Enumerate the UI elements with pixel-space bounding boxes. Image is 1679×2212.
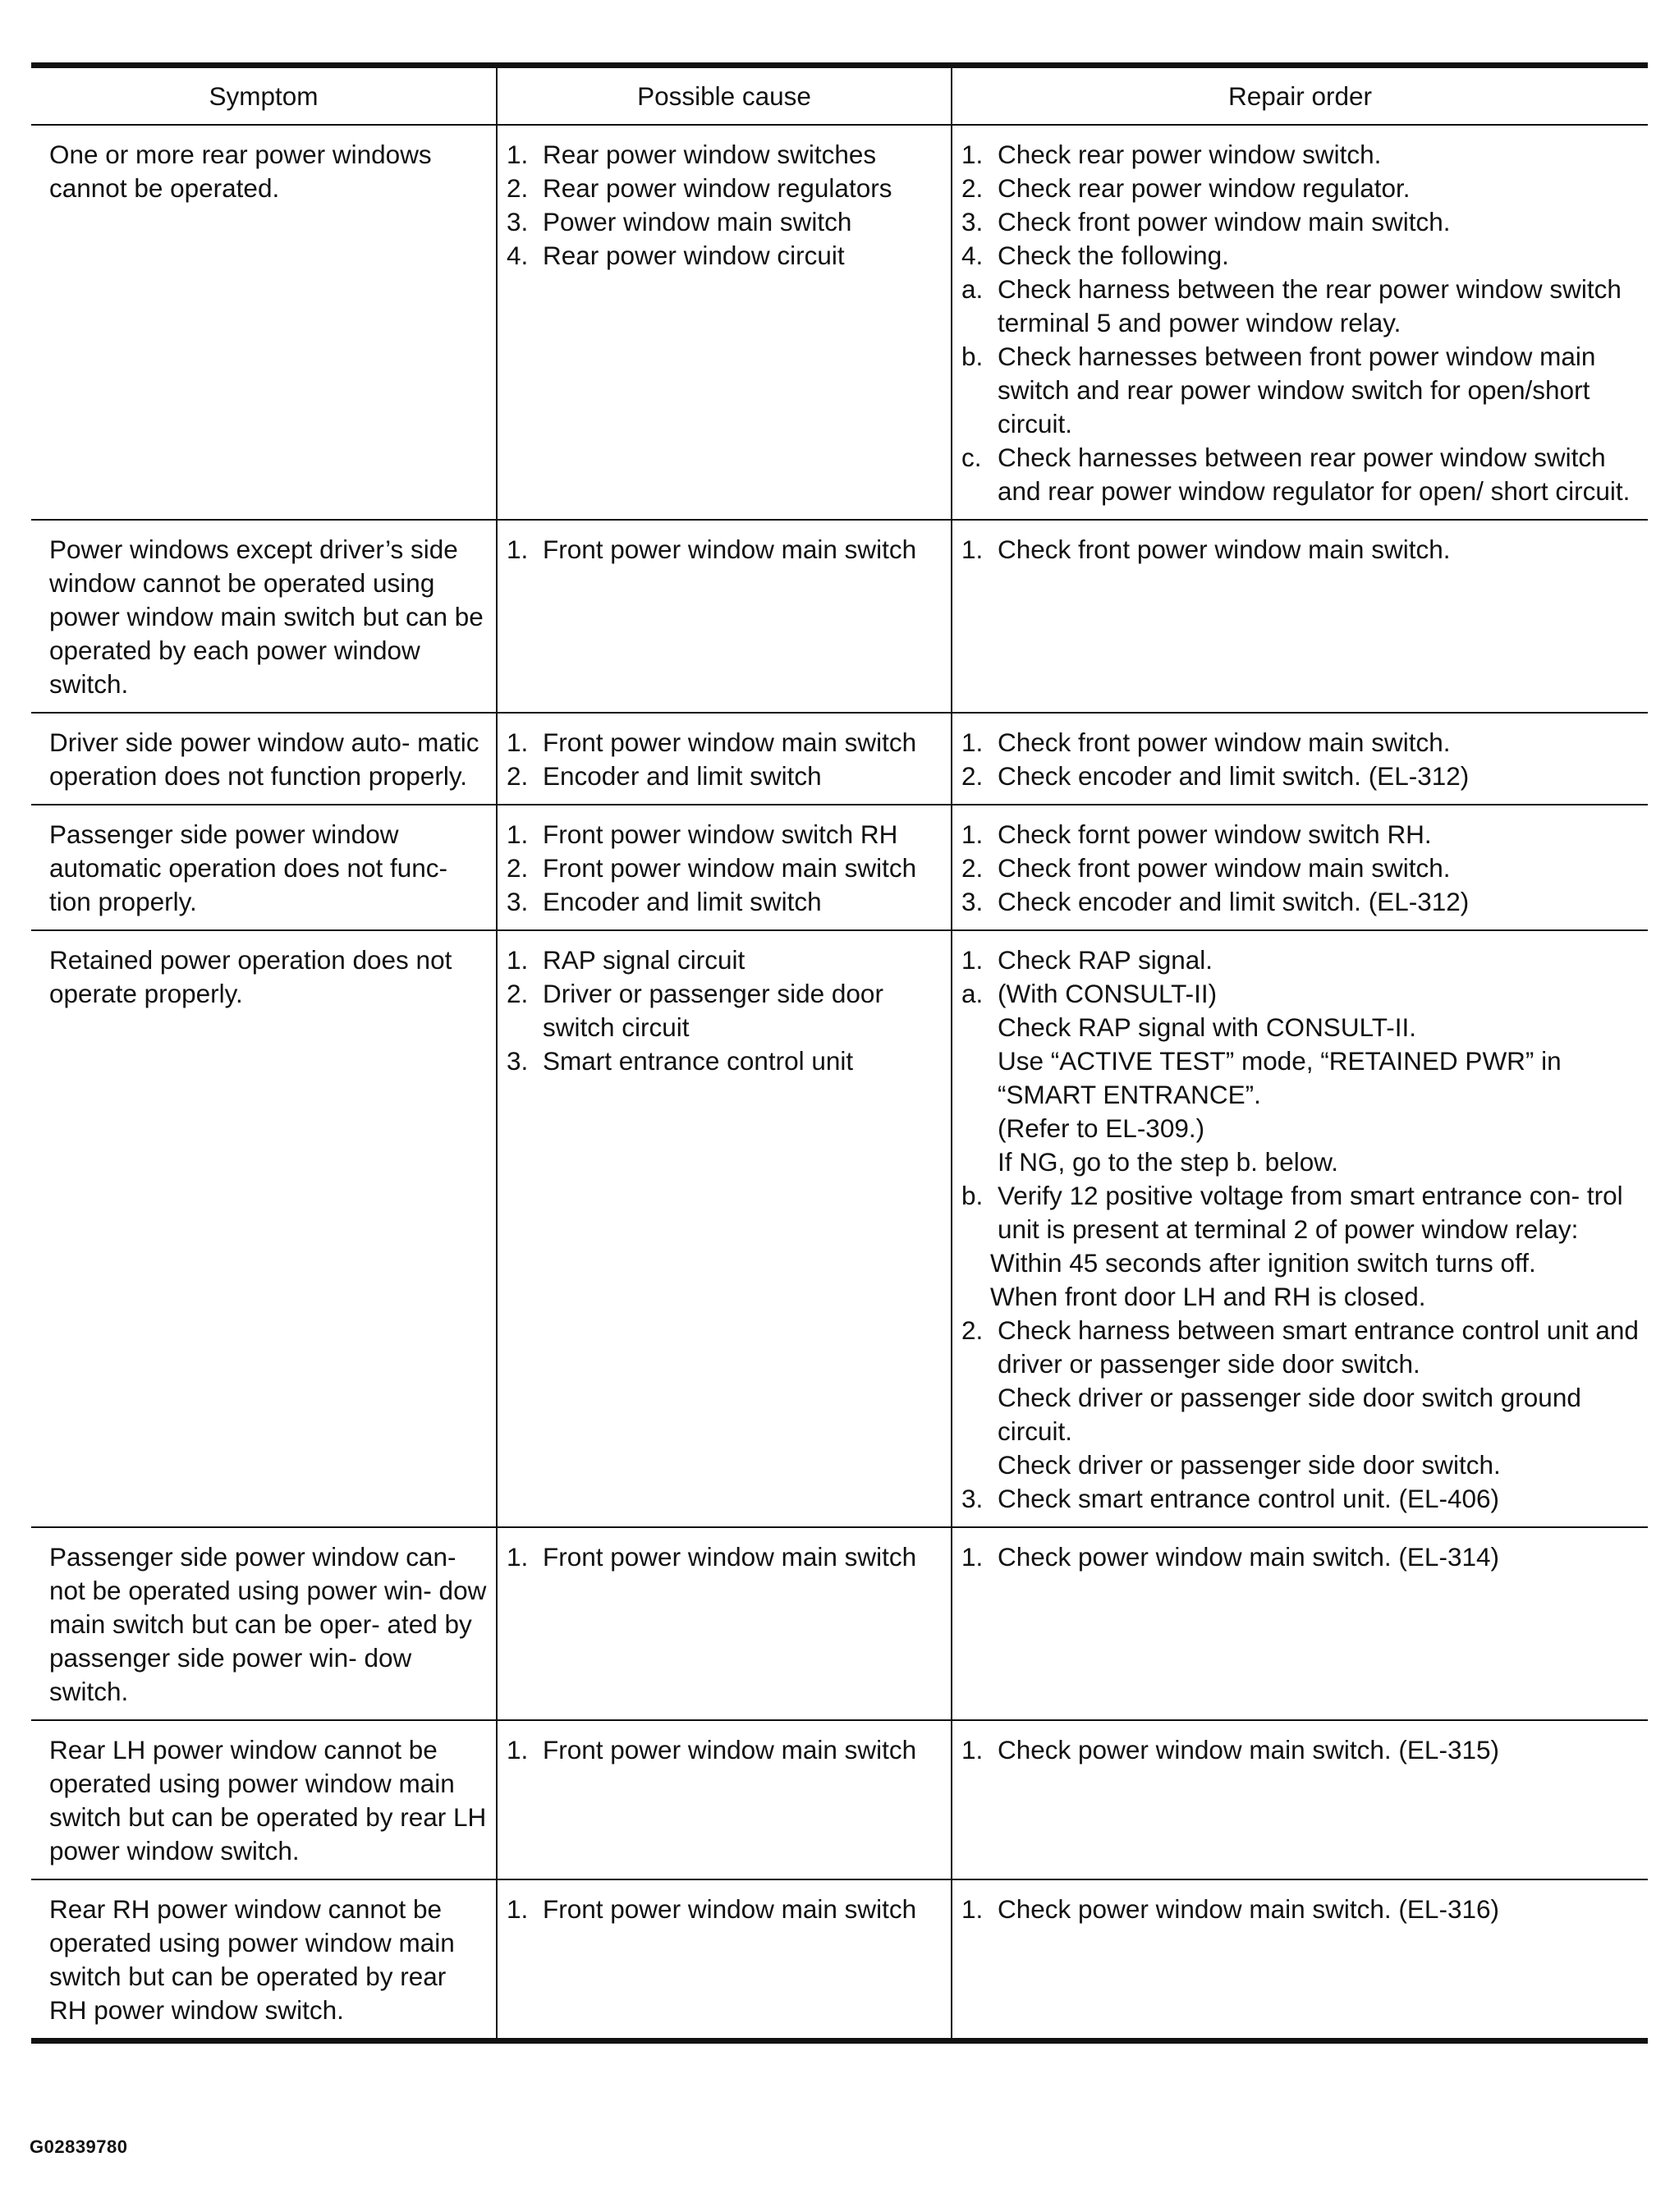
possible-cause-cell	[497, 125, 952, 520]
item-text: Front power window main switch	[543, 535, 917, 564]
symptom-cell	[31, 805, 497, 930]
item-text: Check encoder and limit switch. (EL-312)	[998, 887, 1470, 916]
item-text: Check harnesses between front power window main switch and rear power window switch for open/short circuit.	[998, 342, 1596, 438]
item-marker: 3.	[507, 1046, 529, 1076]
item-text: Check smart entrance control unit. (EL-406)	[998, 1484, 1500, 1513]
item-text: Use “ACTIVE TEST” mode, “RETAINED PWR” in “SMART ENTRANCE”.	[998, 1046, 1562, 1109]
list-item	[507, 885, 943, 919]
list-item	[507, 533, 943, 567]
repair-order-list	[961, 1540, 1640, 1574]
list-item	[961, 1246, 1640, 1280]
troubleshooting-table	[31, 62, 1648, 2044]
list-item	[961, 1112, 1640, 1145]
item-text: Check rear power window regulator.	[998, 173, 1411, 203]
item-marker: a.	[961, 274, 984, 304]
symptom-cell	[31, 713, 497, 805]
list-item	[961, 1448, 1640, 1482]
possible-cause-cell	[497, 1879, 952, 2041]
item-text: Front power window main switch	[543, 1894, 917, 1924]
item-text: Front power window main switch	[543, 1735, 917, 1765]
possible-cause-list	[507, 138, 943, 273]
header-possible-cause: Possible cause	[497, 66, 952, 126]
repair-order-cell	[952, 930, 1648, 1527]
item-text: Check front power window main switch.	[998, 853, 1451, 883]
figure-id: G02839780	[30, 2136, 128, 2157]
list-item	[961, 1733, 1640, 1767]
list-item	[507, 1893, 943, 1926]
list-item	[961, 851, 1640, 885]
symptom-text: Driver side power window auto- matic operation does not function properly.	[49, 727, 479, 791]
item-marker: 1.	[507, 1542, 529, 1572]
list-item	[961, 943, 1640, 977]
item-marker: 4.	[507, 241, 529, 270]
item-marker: b.	[961, 1181, 984, 1210]
item-marker: 1.	[507, 727, 529, 757]
item-marker: 2.	[507, 979, 529, 1008]
item-text: When front door LH and RH is closed.	[990, 1282, 1426, 1311]
symptom-text: Retained power operation does not operate properly.	[49, 945, 452, 1008]
item-text: Check rear power window switch.	[998, 140, 1382, 169]
table-row	[31, 1527, 1648, 1720]
possible-cause-list	[507, 533, 943, 567]
repair-order-list	[961, 1733, 1640, 1767]
possible-cause-list	[507, 1733, 943, 1767]
repair-order-list	[961, 726, 1640, 793]
list-item	[507, 818, 943, 851]
table-row	[31, 520, 1648, 713]
item-marker: 3.	[961, 207, 984, 236]
repair-order-cell	[952, 1527, 1648, 1720]
item-text: Power window main switch	[543, 207, 852, 236]
table-row	[31, 713, 1648, 805]
repair-order-cell	[952, 1879, 1648, 2041]
header-row	[31, 66, 1648, 126]
item-text: Check driver or passenger side door switch ground circuit.	[998, 1383, 1581, 1446]
symptom-text: Passenger side power window automatic operation does not func- tion properly.	[49, 819, 448, 916]
item-marker: 3.	[507, 207, 529, 236]
table-row	[31, 930, 1648, 1527]
table-row	[31, 1720, 1648, 1879]
list-item	[961, 885, 1640, 919]
list-item	[507, 172, 943, 205]
list-item	[507, 205, 943, 239]
item-text: Check front power window main switch.	[998, 727, 1451, 757]
list-item	[961, 1280, 1640, 1314]
list-item	[961, 1540, 1640, 1574]
list-item	[961, 1893, 1640, 1926]
item-marker: 2.	[507, 761, 529, 791]
item-text: If NG, go to the step b. below.	[998, 1147, 1338, 1177]
symptom-text: Passenger side power window can- not be operated using power win- dow main switch but can be oper- ated by passenger side power win- dow switch.	[49, 1542, 487, 1706]
list-item	[961, 273, 1640, 340]
possible-cause-list	[507, 1893, 943, 1926]
list-item	[507, 760, 943, 793]
table-row	[31, 1879, 1648, 2041]
repair-order-list	[961, 533, 1640, 567]
item-marker: 2.	[961, 761, 984, 791]
list-item	[961, 1011, 1640, 1044]
list-item	[961, 138, 1640, 172]
item-marker: 2.	[507, 853, 529, 883]
item-text: Check driver or passenger side door switch.	[998, 1450, 1501, 1480]
list-item	[961, 818, 1640, 851]
item-marker	[961, 1246, 990, 1280]
repair-order-list	[961, 1893, 1640, 1926]
header-repair-order: Repair order	[952, 66, 1648, 126]
item-marker: 1.	[507, 945, 529, 975]
list-item	[961, 239, 1640, 273]
item-marker: 1.	[961, 140, 984, 169]
repair-order-list	[961, 138, 1640, 508]
item-text: Rear power window circuit	[543, 241, 845, 270]
list-item	[507, 1540, 943, 1574]
item-marker: 1.	[507, 819, 529, 849]
possible-cause-list	[507, 818, 943, 919]
item-marker: c.	[961, 443, 982, 472]
item-text: Front power window main switch	[543, 727, 917, 757]
item-marker	[961, 1448, 998, 1482]
repair-order-cell	[952, 805, 1648, 930]
list-item	[961, 726, 1640, 760]
item-text: Rear power window switches	[543, 140, 877, 169]
list-item	[961, 533, 1640, 567]
item-marker: a.	[961, 979, 984, 1008]
item-marker: 2.	[961, 853, 984, 883]
list-item	[961, 340, 1640, 441]
item-marker: 1.	[961, 1894, 984, 1924]
repair-order-cell	[952, 520, 1648, 713]
item-text: Encoder and limit switch	[543, 887, 822, 916]
item-text: (With CONSULT-II)	[998, 979, 1218, 1008]
item-text: Front power window main switch	[543, 1542, 917, 1572]
possible-cause-list	[507, 1540, 943, 1574]
symptom-cell	[31, 1527, 497, 1720]
symptom-cell	[31, 930, 497, 1527]
item-marker: 2.	[961, 173, 984, 203]
item-marker: 3.	[961, 1484, 984, 1513]
possible-cause-cell	[497, 1527, 952, 1720]
item-marker: 2.	[507, 173, 529, 203]
header-symptom: Symptom	[31, 66, 497, 126]
possible-cause-cell	[497, 1720, 952, 1879]
item-text: Check harness between smart entrance control unit and driver or passenger side door switch.	[998, 1315, 1639, 1379]
list-item	[961, 1482, 1640, 1516]
list-item	[507, 1733, 943, 1767]
item-text: Rear power window regulators	[543, 173, 892, 203]
item-marker: b.	[961, 342, 984, 371]
item-marker: 3.	[507, 887, 529, 916]
list-item	[507, 138, 943, 172]
symptom-text: Rear RH power window cannot be operated using power window main switch but can be operated by rear RH power window switch.	[49, 1894, 455, 2025]
possible-cause-list	[507, 726, 943, 793]
list-item	[507, 943, 943, 977]
repair-order-list	[961, 818, 1640, 919]
symptom-cell	[31, 520, 497, 713]
item-marker: 1.	[961, 819, 984, 849]
item-text: Verify 12 positive voltage from smart entrance con- trol unit is present at terminal 2 of power window relay:	[998, 1181, 1623, 1244]
list-item	[961, 1314, 1640, 1381]
item-marker	[961, 1280, 990, 1314]
item-text: Check fornt power window switch RH.	[998, 819, 1432, 849]
possible-cause-cell	[497, 930, 952, 1527]
list-item	[507, 239, 943, 273]
item-text: Check encoder and limit switch. (EL-312)	[998, 761, 1470, 791]
list-item	[961, 977, 1640, 1011]
repair-order-cell	[952, 713, 1648, 805]
item-marker	[961, 1145, 998, 1179]
item-text: Within 45 seconds after ignition switch turns off.	[990, 1248, 1536, 1278]
item-marker: 1.	[961, 1735, 984, 1765]
list-item	[507, 977, 943, 1044]
item-marker: 1.	[961, 535, 984, 564]
possible-cause-cell	[497, 520, 952, 713]
item-text: Front power window main switch	[543, 853, 917, 883]
list-item	[507, 726, 943, 760]
item-text: (Refer to EL-309.)	[998, 1113, 1205, 1143]
possible-cause-list	[507, 943, 943, 1078]
table-row	[31, 805, 1648, 930]
list-item	[961, 441, 1640, 508]
repair-order-cell	[952, 1720, 1648, 1879]
list-item	[507, 851, 943, 885]
item-marker	[961, 1112, 998, 1145]
item-marker: 3.	[961, 887, 984, 916]
repair-order-cell	[952, 125, 1648, 520]
item-text: Encoder and limit switch	[543, 761, 822, 791]
item-text: Check RAP signal.	[998, 945, 1213, 975]
list-item	[961, 760, 1640, 793]
item-marker	[961, 1011, 998, 1044]
list-item	[961, 1145, 1640, 1179]
symptom-text: One or more rear power windows cannot be operated.	[49, 140, 432, 203]
item-text: Driver or passenger side door switch circuit	[543, 979, 883, 1042]
item-text: Check power window main switch. (EL-314)	[998, 1542, 1499, 1572]
item-text: Check front power window main switch.	[998, 535, 1451, 564]
symptom-cell	[31, 1879, 497, 2041]
item-marker: 1.	[507, 1735, 529, 1765]
symptom-cell	[31, 125, 497, 520]
item-text: RAP signal circuit	[543, 945, 745, 975]
item-text: Check front power window main switch.	[998, 207, 1451, 236]
item-text: Check power window main switch. (EL-315)	[998, 1735, 1499, 1765]
item-text: Smart entrance control unit	[543, 1046, 854, 1076]
list-item	[961, 1044, 1640, 1112]
item-text: Check power window main switch. (EL-316)	[998, 1894, 1499, 1924]
item-marker: 1.	[961, 1542, 984, 1572]
list-item	[961, 1179, 1640, 1246]
possible-cause-cell	[497, 805, 952, 930]
list-item	[961, 172, 1640, 205]
list-item	[507, 1044, 943, 1078]
item-text: Front power window switch RH	[543, 819, 898, 849]
symptom-text: Rear LH power window cannot be operated using power window main switch but can be operated by rear LH power window switch.	[49, 1735, 487, 1866]
repair-order-list	[961, 943, 1640, 1516]
item-text: Check the following.	[998, 241, 1229, 270]
item-marker: 1.	[961, 727, 984, 757]
item-marker	[961, 1381, 998, 1448]
table-body	[31, 125, 1648, 2041]
item-marker: 4.	[961, 241, 984, 270]
symptom-cell	[31, 1720, 497, 1879]
item-marker: 1.	[507, 140, 529, 169]
item-marker: 1.	[961, 945, 984, 975]
item-marker	[961, 1044, 998, 1112]
possible-cause-cell	[497, 713, 952, 805]
item-text: Check RAP signal with CONSULT-II.	[998, 1012, 1416, 1042]
table-row	[31, 125, 1648, 520]
symptom-text: Power windows except driver’s side window cannot be operated using power window main switch but can be operated by each power window switch.	[49, 535, 484, 699]
item-marker: 2.	[961, 1315, 984, 1345]
item-text: Check harness between the rear power window switch terminal 5 and power window relay.	[998, 274, 1622, 337]
list-item	[961, 1381, 1640, 1448]
item-marker: 1.	[507, 535, 529, 564]
item-text: Check harnesses between rear power window switch and rear power window regulator for open/ short circuit.	[998, 443, 1631, 506]
item-marker: 1.	[507, 1894, 529, 1924]
list-item	[961, 205, 1640, 239]
